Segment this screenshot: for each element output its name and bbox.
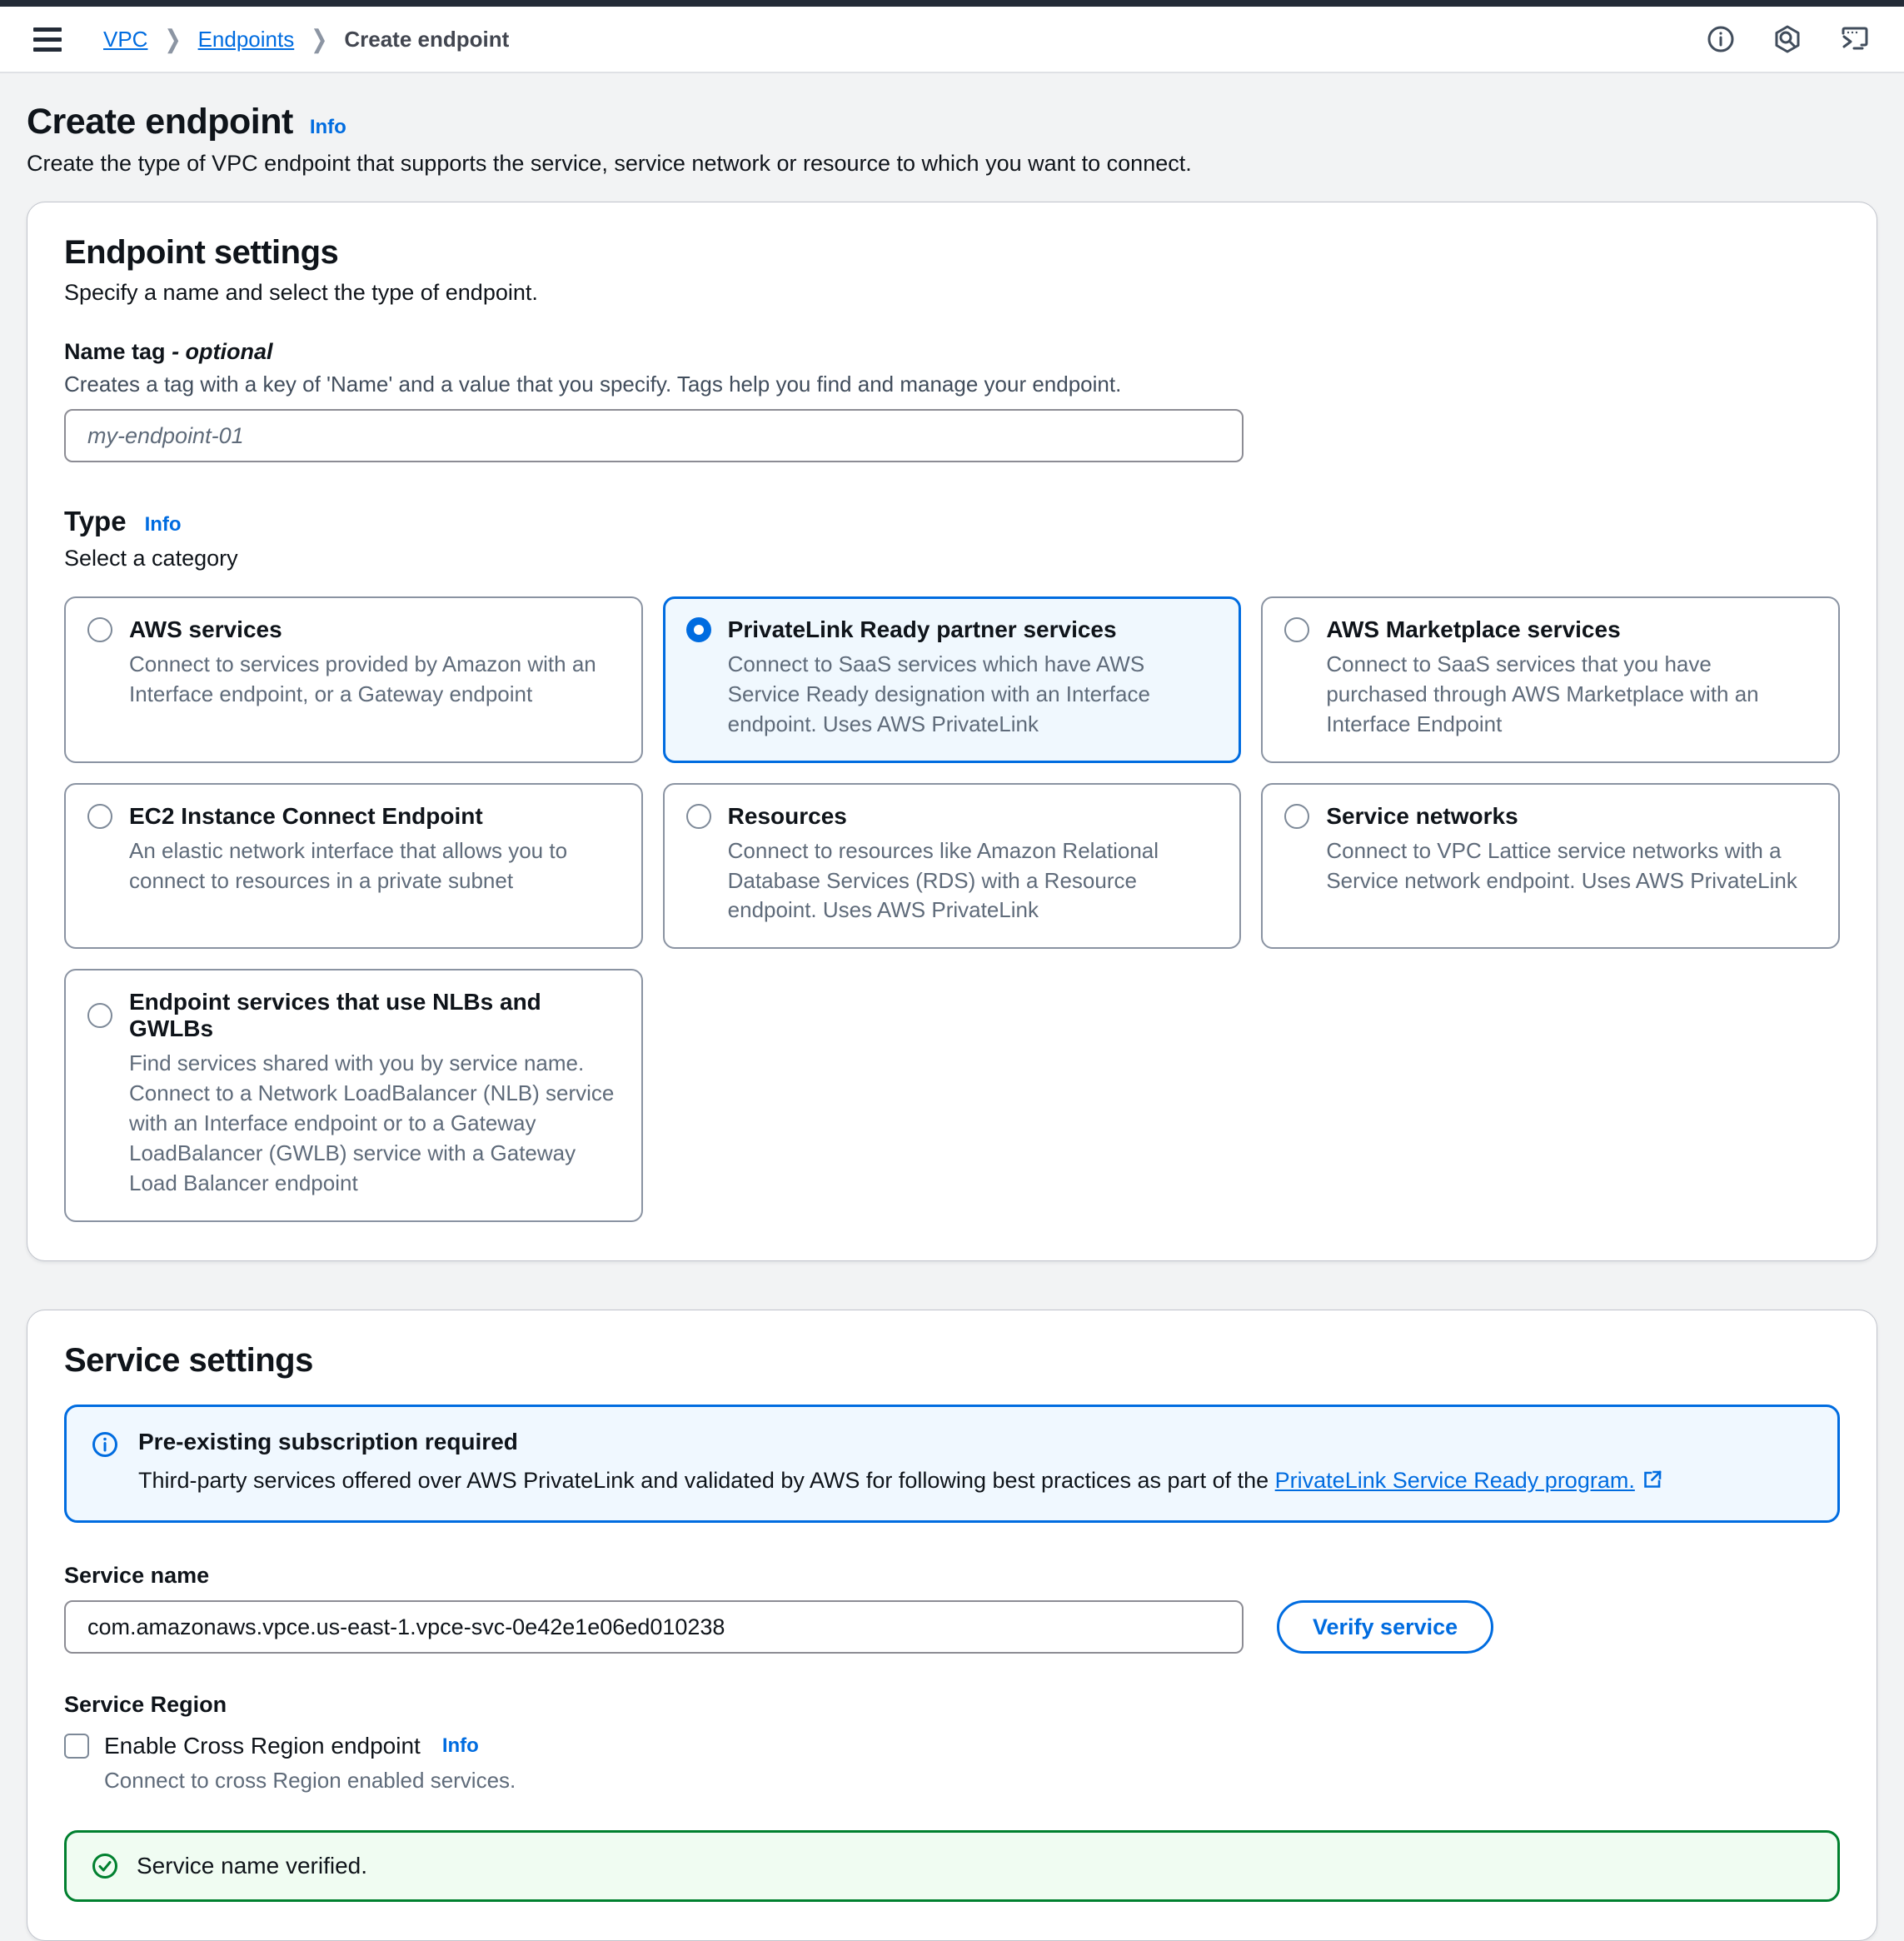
chevron-right-icon: ❯ [164, 25, 182, 53]
info-circle-icon [92, 1431, 118, 1458]
endpoint-settings-panel [27, 202, 1877, 1261]
breadcrumb-bar [0, 7, 1904, 73]
radio-unchecked-icon[interactable] [1284, 617, 1309, 642]
name-tag-description: Creates a tag with a key of 'Name' and a value that you specify. Tags help you find and manage your endpoint. [64, 372, 1122, 397]
service-verified-banner [64, 1830, 1840, 1902]
type-info-link[interactable]: Info [144, 513, 182, 536]
main-content [0, 73, 1904, 1941]
name-tag-label: Name tag - optional [64, 339, 273, 364]
service-name-label: Service name [64, 1563, 210, 1589]
banner-text: Third-party services offered over AWS PrivateLink and validated by AWS for following best practices as part of the PrivateLink Service Ready program. [138, 1465, 1663, 1499]
radio-unchecked-icon[interactable] [87, 804, 112, 829]
radio-checked-icon[interactable] [686, 617, 711, 642]
privatelink-program-link[interactable]: PrivateLink Service Ready program. [1274, 1467, 1635, 1493]
radio-unchecked-icon[interactable] [87, 617, 112, 642]
service-settings-title: Service settings [64, 1341, 313, 1379]
page-description: Create the type of VPC endpoint that supports the service, service network or resource to which you want to connect. [27, 151, 1192, 176]
service-name-input[interactable] [64, 1600, 1244, 1654]
info-circle-icon[interactable] [1706, 24, 1736, 54]
radio-unchecked-icon[interactable] [686, 804, 711, 829]
check-circle-icon [92, 1853, 118, 1879]
breadcrumb-current: Create endpoint [344, 26, 510, 52]
type-options-grid [64, 596, 1840, 1222]
type-option-aws-services[interactable]: AWS services Connect to services provided by Amazon with an Interface endpoint, or a Gateway endpoint [64, 596, 643, 763]
page-title-info-link[interactable]: Info [309, 116, 346, 138]
cross-region-description: Connect to cross Region enabled services. [104, 1768, 516, 1794]
type-option-resources[interactable]: Resources Connect to resources like Amazon Relational Database Services (RDS) with a Resource endpoint. Uses AWS PrivateLink [663, 783, 1242, 950]
endpoint-settings-subtitle: Specify a name and select the type of endpoint. [64, 280, 538, 305]
page-title: Create endpoint [27, 102, 293, 142]
radio-unchecked-icon[interactable] [87, 1003, 112, 1028]
subscription-info-banner [64, 1405, 1840, 1524]
cross-region-checkbox-label: Enable Cross Region endpoint [104, 1733, 421, 1759]
breadcrumb-endpoints[interactable]: Endpoints [197, 26, 295, 52]
type-option-ec2-instance-connect[interactable]: EC2 Instance Connect Endpoint An elastic network interface that allows you to connect to resources in a private subnet [64, 783, 643, 950]
banner-title: Pre-existing subscription required [138, 1428, 518, 1455]
verify-service-button[interactable]: Verify service [1277, 1600, 1493, 1654]
endpoint-settings-title: Endpoint settings [64, 234, 339, 271]
type-option-privatelink-ready[interactable]: PrivateLink Ready partner services Connect to SaaS services which have AWS Service Ready designation with an Interface endpoint. Uses AWS PrivateLink [663, 596, 1242, 763]
name-tag-input[interactable] [64, 409, 1244, 462]
radio-unchecked-icon[interactable] [1284, 804, 1309, 829]
cloudshell-icon[interactable] [1839, 24, 1871, 54]
type-option-service-networks[interactable]: Service networks Connect to VPC Lattice service networks with a Service network endpoint. Uses AWS PrivateLink [1261, 783, 1840, 950]
service-settings-panel [27, 1310, 1877, 1941]
breadcrumb-vpc[interactable]: VPC [103, 26, 148, 52]
type-option-aws-marketplace[interactable]: AWS Marketplace services Connect to SaaS services that you have purchased through AWS Marketplace with an Interface Endpoint [1261, 596, 1840, 763]
hamburger-menu-icon[interactable] [33, 27, 62, 52]
type-option-endpoint-services-nlb-gwlb[interactable]: Endpoint services that use NLBs and GWLBs Find services shared with you by service name. Connect to a Network LoadBalancer (NLB) service with an Interface endpoint or to a Gateway LoadBalancer (GWLB) service with a Gateway Load Balancer endpoint [64, 969, 643, 1221]
service-region-label: Service Region [64, 1692, 227, 1718]
type-subtitle: Select a category [64, 546, 238, 571]
window-top-strip [0, 0, 1904, 7]
type-label: Type [64, 506, 127, 536]
service-verified-text: Service name verified. [137, 1853, 368, 1879]
external-link-icon [1642, 1466, 1663, 1499]
amazon-q-icon[interactable] [1772, 24, 1802, 54]
chevron-right-icon: ❯ [311, 25, 328, 53]
cross-region-checkbox[interactable] [64, 1734, 89, 1759]
cross-region-info-link[interactable]: Info [441, 1734, 479, 1758]
breadcrumb [103, 27, 509, 52]
